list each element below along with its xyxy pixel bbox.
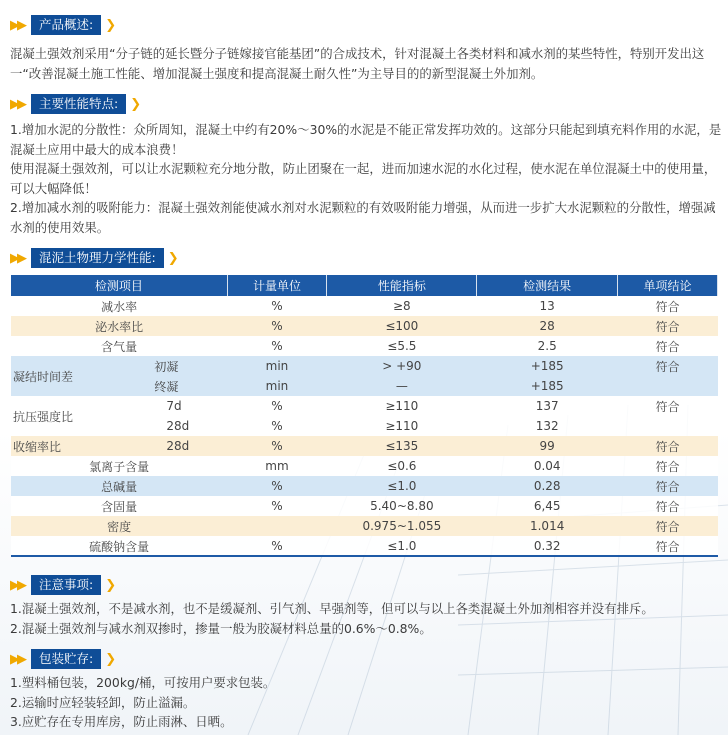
cell-result: 0.32 — [477, 536, 617, 556]
cell-unit: min — [227, 376, 327, 396]
cell-spec: ≤0.6 — [327, 456, 477, 476]
overview-paragraph: 混凝土强效剂采用“分子链的延长暨分子链嫁接官能基团”的合成技术，针对混凝土各类材料和减水剂的某些特性，特别开发出这一“改善混凝土施工性能、增加混凝土强度和提高混凝土耐久性”为主导目的的新型混凝土外加剂。 — [10, 46, 705, 81]
cell-verdict: 符合 — [617, 396, 717, 416]
cell-result: 137 — [477, 396, 617, 416]
cell-spec: ≤1.0 — [327, 536, 477, 556]
cell-unit: % — [227, 496, 327, 516]
cell-spec: ≤1.0 — [327, 476, 477, 496]
cell-spec: 5.40~8.80 — [327, 496, 477, 516]
table-row — [11, 356, 718, 376]
section-header-notes — [10, 574, 113, 596]
cell-verdict: 符合 — [617, 456, 717, 476]
packaging-line: 2.运输时应轻装轻卸，防止溢漏。 — [10, 694, 196, 710]
cell-unit: % — [227, 436, 327, 456]
cell-spec: 0.975~1.055 — [327, 516, 477, 536]
table-row — [11, 436, 718, 456]
cell-item: 密度 — [11, 516, 227, 536]
cell-result: 13 — [477, 296, 617, 316]
column-header: 单项结论 — [617, 275, 717, 296]
section-header-overview — [10, 14, 113, 36]
cell-item — [11, 436, 106, 456]
table-row — [11, 496, 718, 516]
section-title: 产品概述: — [31, 15, 101, 35]
cell-spec: ≥110 — [327, 396, 477, 416]
cell-unit: % — [227, 336, 327, 356]
chevron-right-icon: ❯ — [105, 17, 114, 33]
cell-unit — [227, 516, 327, 536]
table-row — [11, 536, 718, 556]
cell-verdict: 符合 — [617, 356, 717, 376]
double-arrow-icon: ▶▶ — [10, 96, 24, 112]
section-title: 注意事项: — [31, 575, 101, 595]
cell-result: 28 — [477, 316, 617, 336]
table-row — [11, 396, 718, 416]
cell-item — [11, 396, 106, 436]
cell-sub: 初凝 — [106, 356, 227, 376]
cell-spec: — — [327, 376, 477, 396]
cell-spec: ≥8 — [327, 296, 477, 316]
table-row — [11, 336, 718, 356]
section-title: 包装贮存: — [31, 649, 101, 669]
cell-item-label: 凝结时间差 — [13, 369, 74, 384]
chevron-right-icon: ❯ — [105, 651, 114, 667]
feature-line: 使用混凝土强效剂，可以让水泥颗粒充分地分散，防止团聚在一起，进而加速水泥的水化过程，使水泥在单位混凝土中的使用量，可以大幅降低！ — [10, 161, 717, 196]
cell-result: 2.5 — [477, 336, 617, 356]
double-arrow-icon: ▶▶ — [10, 17, 24, 33]
column-header: 检测项目 — [11, 275, 227, 296]
cell-unit: min — [227, 356, 327, 376]
performance-table — [11, 275, 718, 556]
table-row — [11, 376, 718, 396]
cell-spec: > +90 — [327, 356, 477, 376]
cell-verdict: 符合 — [617, 336, 717, 356]
double-arrow-icon: ▶▶ — [10, 651, 24, 667]
cell-verdict — [617, 416, 717, 436]
cell-result: 99 — [477, 436, 617, 456]
packaging-line: 3.应贮存在专用库房，防止雨淋、日晒。 — [10, 714, 233, 729]
features-paragraph — [10, 120, 722, 237]
cell-verdict: 符合 — [617, 536, 717, 556]
chevron-right-icon: ❯ — [130, 96, 139, 112]
table-bottom-rule — [11, 555, 718, 557]
cell-sub: 28d — [106, 416, 227, 436]
cell-sub: 7d — [106, 396, 227, 416]
cell-verdict: 符合 — [617, 496, 717, 516]
column-header: 计量单位 — [227, 275, 327, 296]
double-arrow-icon: ▶▶ — [10, 250, 24, 266]
cell-unit: % — [227, 416, 327, 436]
cell-unit: % — [227, 296, 327, 316]
cell-verdict: 符合 — [617, 316, 717, 336]
cell-unit: % — [227, 396, 327, 416]
chevron-right-icon: ❯ — [167, 250, 176, 266]
cell-verdict: 符合 — [617, 296, 717, 316]
cell-result: +185 — [477, 356, 617, 376]
cell-item-label: 收缩率比 — [13, 439, 62, 454]
cell-verdict: 符合 — [617, 476, 717, 496]
cell-item: 泌水率比 — [11, 316, 227, 336]
table-row — [11, 456, 718, 476]
note-line: 2.混凝土强效剂与减水剂双掺时，掺量一般为胶凝材料总量的0.6%～0.8%。 — [10, 620, 432, 636]
cell-unit: % — [227, 476, 327, 496]
table-row — [11, 316, 718, 336]
cell-item-label: 抗压强度比 — [13, 409, 74, 424]
column-header: 性能指标 — [327, 275, 477, 296]
section-title: 主要性能特点: — [31, 94, 126, 114]
feature-line: 2.增加减水剂的吸附能力：混凝土强效剂能使减水剂对水泥颗粒的有效吸附能力增强，从而进一步扩大水泥颗粒的分散性，增强减水剂的使用效果。 — [10, 200, 716, 235]
cell-item: 总碱量 — [11, 476, 227, 496]
cell-item: 含固量 — [11, 496, 227, 516]
cell-item — [11, 356, 106, 396]
notes-paragraph — [10, 599, 722, 638]
section-title: 混泥土物理力学性能: — [31, 248, 164, 268]
cell-item: 减水率 — [11, 296, 227, 316]
cell-item: 含气量 — [11, 336, 227, 356]
cell-spec: ≤135 — [327, 436, 477, 456]
table-row — [11, 416, 718, 436]
section-header-features — [10, 93, 138, 115]
section-header-physical — [10, 247, 176, 269]
cell-verdict: 符合 — [617, 436, 717, 456]
cell-result: 132 — [477, 416, 617, 436]
cell-spec: ≥110 — [327, 416, 477, 436]
cell-result: 1.014 — [477, 516, 617, 536]
double-arrow-icon: ▶▶ — [10, 577, 24, 593]
feature-line: 1.增加水泥的分散性：众所周知，混凝土中约有20%～30%的水泥是不能正常发挥功效的。这部分只能起到填充料作用的水泥，是混凝土应用中最大的成本浪费！ — [10, 122, 722, 157]
cell-result: +185 — [477, 376, 617, 396]
cell-spec: ≤5.5 — [327, 336, 477, 356]
table-header-row — [11, 275, 718, 296]
cell-sub: 终凝 — [106, 376, 227, 396]
cell-unit: % — [227, 316, 327, 336]
cell-item: 氯离子含量 — [11, 456, 227, 476]
cell-verdict — [617, 376, 717, 396]
cell-spec: ≤100 — [327, 316, 477, 336]
cell-unit: mm — [227, 456, 327, 476]
table-row — [11, 516, 718, 536]
note-line: 1.混凝土强效剂，不是减水剂，也不是缓凝剂、引气剂、早强剂等，但可以与以上各类混凝土外加剂相容并没有排斥。 — [10, 601, 654, 616]
cell-verdict: 符合 — [617, 516, 717, 536]
section-header-packaging — [10, 648, 113, 670]
table-row — [11, 296, 718, 316]
cell-sub: 28d — [106, 436, 227, 456]
column-header: 检测结果 — [477, 275, 617, 296]
table-row — [11, 476, 718, 496]
cell-result: 0.28 — [477, 476, 617, 496]
packaging-paragraph — [10, 673, 722, 732]
chevron-right-icon: ❯ — [105, 577, 114, 593]
cell-result: 0.04 — [477, 456, 617, 476]
cell-item: 硫酸钠含量 — [11, 536, 227, 556]
cell-result: 6,45 — [477, 496, 617, 516]
cell-unit: % — [227, 536, 327, 556]
packaging-line: 1.塑料桶包装，200kg/桶，可按用户要求包装。 — [10, 675, 276, 690]
